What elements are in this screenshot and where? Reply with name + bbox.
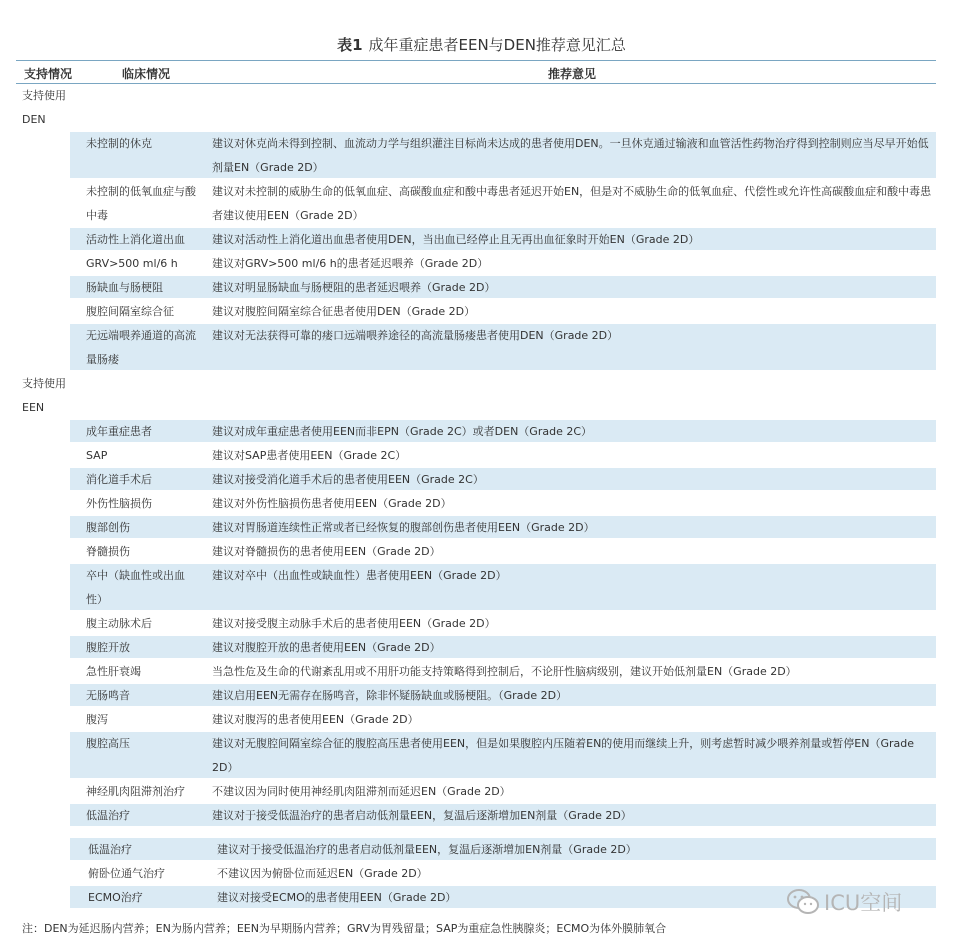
recommendation-cell: 建议对GRV>500 ml/6 h的患者延迟喂养（Grade 2D）	[212, 257, 489, 270]
table-row	[70, 838, 936, 862]
condition-cell: 无远端喂养通道的高流量肠瘘	[86, 329, 196, 366]
table-row	[16, 228, 936, 252]
table-row	[16, 780, 936, 804]
recommendation-cell: 建议对胃肠道连续性正常或者已经恢复的腹部创伤患者使用EEN（Grade 2D）	[212, 521, 595, 534]
table-row	[16, 420, 936, 444]
condition-cell: 低温治疗	[86, 809, 130, 822]
recommendation-cell: 建议对无腹腔间隔室综合征的腹腔高压患者使用EEN，但是如果腹腔内压随着EN的使用而继续上升，则考虑暂时减少喂养剂量或暂停EN（Grade 2D）	[212, 737, 915, 774]
condition-cell: 脊髓损伤	[86, 545, 130, 558]
table-row	[16, 276, 936, 300]
table-row	[16, 468, 936, 492]
category-label: 支持使用EEN	[22, 377, 66, 414]
recommendation-cell: 建议对脊髓损伤的患者使用EEN（Grade 2D）	[212, 545, 441, 558]
condition-cell: 无肠鸣音	[86, 689, 130, 702]
recommendation-cell: 建议对于接受低温治疗的患者启动低剂量EEN，复温后逐渐增加EN剂量（Grade 2D）	[217, 843, 637, 856]
condition-cell: 急性肝衰竭	[86, 665, 141, 678]
recommendation-cell: 当急性危及生命的代谢紊乱用或不用肝功能支持策略得到控制后，不论肝性脑病级别，建议开始低剂量EN（Grade 2D）	[212, 665, 797, 678]
header-recommendation: 推荐意见	[548, 67, 597, 81]
table-row	[16, 732, 936, 780]
table-row	[16, 636, 936, 660]
recommendation-table	[16, 84, 936, 828]
condition-cell: 外伤性脑损伤	[86, 497, 152, 510]
category-label: 支持使用DEN	[22, 89, 66, 126]
condition-cell: 腹泻	[86, 713, 108, 726]
watermark-text: ICU空间	[824, 891, 903, 915]
recommendation-cell: 建议对明显肠缺血与肠梗阻的患者延迟喂养（Grade 2D）	[212, 281, 496, 294]
footnote: 注：DEN为延迟肠内营养；EN为肠内营养；EEN为早期肠内营养；GRV为胃残留量；SAP为重症急性胰腺炎；ECMO为体外膜肺氧合	[22, 922, 667, 935]
condition-cell: SAP	[86, 449, 108, 462]
table-row	[16, 324, 936, 372]
category-row	[16, 372, 936, 420]
recommendation-cell: 建议启用EEN无需存在肠鸣音，除非怀疑肠缺血或肠梗阻。（Grade 2D）	[212, 689, 568, 702]
table-title-text: 成年重症患者EEN与DEN推荐意见汇总	[368, 36, 626, 54]
table-row	[16, 180, 936, 228]
recommendation-cell: 建议对休克尚未得到控制、血流动力学与组织灌注目标尚未达成的患者使用DEN。一旦休克通过输液和血管活性药物治疗得到控制则应当尽早开始低剂量EN（Grade 2D）	[212, 137, 929, 174]
table-number: 表1	[337, 36, 363, 54]
table-row	[16, 612, 936, 636]
table-row	[16, 132, 936, 180]
recommendation-cell: 建议对腹泻的患者使用EEN（Grade 2D）	[212, 713, 419, 726]
condition-cell: 神经肌肉阻滞剂治疗	[86, 785, 185, 798]
table-row	[16, 516, 936, 540]
condition-cell: 腹主动脉术后	[86, 617, 152, 630]
condition-cell: 腹腔开放	[86, 641, 130, 654]
condition-cell: 低温治疗	[88, 843, 132, 856]
condition-cell: 未控制的休克	[86, 137, 152, 150]
recommendation-cell: 建议对接受消化道手术后的患者使用EEN（Grade 2C）	[212, 473, 484, 486]
wechat-icon	[786, 887, 820, 917]
table-row	[16, 684, 936, 708]
recommendation-cell: 不建议因为同时使用神经肌肉阻滞剂而延迟EN（Grade 2D）	[212, 785, 511, 798]
table-row	[16, 540, 936, 564]
table-title	[0, 34, 963, 55]
recommendation-cell: 建议对卒中（出血性或缺血性）患者使用EEN（Grade 2D）	[212, 569, 507, 582]
table-row	[16, 804, 936, 828]
header-clinical: 临床情况	[122, 67, 171, 81]
recommendation-cell: 建议对腹腔开放的患者使用EEN（Grade 2D）	[212, 641, 441, 654]
condition-cell: GRV>500 ml/6 h	[86, 257, 178, 270]
recommendation-cell: 建议对接受ECMO的患者使用EEN（Grade 2D）	[217, 891, 457, 904]
header-support: 支持情况	[24, 67, 73, 81]
table-row	[16, 300, 936, 324]
condition-cell: 活动性上消化道出血	[86, 233, 185, 246]
condition-cell: 成年重症患者	[86, 425, 152, 438]
recommendation-cell: 建议对于接受低温治疗的患者启动低剂量EEN，复温后逐渐增加EN剂量（Grade 2D）	[212, 809, 632, 822]
table-row	[16, 444, 936, 468]
table-header	[16, 60, 936, 84]
recommendation-cell: 建议对外伤性脑损伤患者使用EEN（Grade 2D）	[212, 497, 452, 510]
condition-cell: 俯卧位通气治疗	[88, 867, 165, 880]
condition-cell: ECMO治疗	[88, 891, 143, 904]
table-row	[16, 492, 936, 516]
condition-cell: 腹腔间隔室综合征	[86, 305, 174, 318]
recommendation-cell: 建议对腹腔间隔室综合征患者使用DEN（Grade 2D）	[212, 305, 476, 318]
table-row	[16, 660, 936, 684]
table-row	[16, 708, 936, 732]
recommendation-cell: 建议对接受腹主动脉手术后的患者使用EEN（Grade 2D）	[212, 617, 496, 630]
table-row	[16, 252, 936, 276]
recommendation-cell: 建议对SAP患者使用EEN（Grade 2C）	[212, 449, 407, 462]
condition-cell: 腹部创伤	[86, 521, 130, 534]
recommendation-cell: 建议对无法获得可靠的瘘口远端喂养途径的高流量肠瘘患者使用DEN（Grade 2D）	[212, 329, 619, 342]
condition-cell: 肠缺血与肠梗阻	[86, 281, 163, 294]
recommendation-cell: 建议对未控制的威胁生命的低氧血症、高碳酸血症和酸中毒患者延迟开始EN，但是对不威胁生命的低氧血症、代偿性或允许性高碳酸血症和酸中毒患者建议使用EEN（Grade 2D）	[212, 185, 932, 222]
condition-cell: 卒中（缺血性或出血性）	[86, 569, 185, 606]
category-row	[16, 84, 936, 132]
condition-cell: 腹腔高压	[86, 737, 130, 750]
watermark	[786, 880, 946, 924]
table-row	[16, 564, 936, 612]
recommendation-cell: 不建议因为俯卧位而延迟EN（Grade 2D）	[217, 867, 428, 880]
recommendation-cell: 建议对成年重症患者使用EEN而非EPN（Grade 2C）或者DEN（Grade 2C）	[212, 425, 593, 438]
condition-cell: 未控制的低氧血症与酸中毒	[86, 185, 196, 222]
recommendation-cell: 建议对活动性上消化道出血患者使用DEN，当出血已经停止且无再出血征象时开始EN（Grade 2D）	[212, 233, 700, 246]
condition-cell: 消化道手术后	[86, 473, 152, 486]
